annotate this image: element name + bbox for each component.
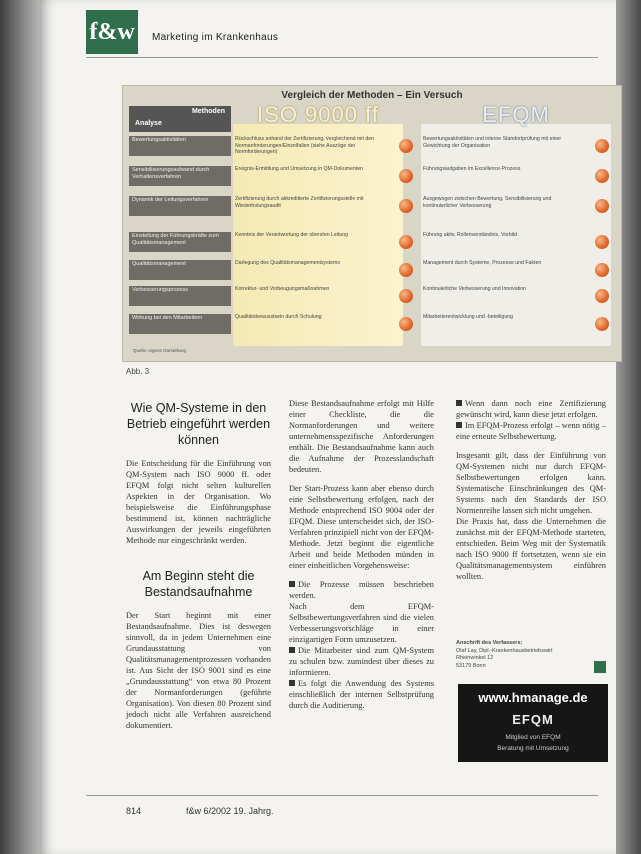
orange-marker-icon [399, 139, 413, 153]
body-paragraph: Die Entscheidung für die Einführung von QM-System nach ISO 9000 ff. oder EFQM folgt nicht selten kulturellen Aspekten in der Organisation. Wo beispielsweise die Einführungsphase bestimmend ist, können nachträgliche Auswirkungen der jeweils eingeführten Methode nur eingeschränkt werden. [126, 459, 271, 545]
figure-footnote: Quelle: eigene Darstellung [133, 348, 187, 353]
row-label: Sensibilisierungsaufwand durch Verhaltensverfahren [129, 166, 231, 186]
body-paragraph: Nach dem EFQM-Selbstbewertungsverfahren sind die vielen Verbesserungsvorschläge in einer einzigartigen Form umzusetzen. [289, 602, 434, 644]
ad-tagline: Mitglied von EFQM [505, 734, 561, 741]
row-iso-text: Ereignis-Ermittlung und Umsetzung in QM-Dokumenten [235, 166, 364, 172]
figure-row [129, 260, 613, 282]
bullet-square-icon [456, 400, 462, 406]
bullet-text: Im EFQM-Prozess erfolgt – wenn nötig – eine erneute Selbstbewertung. [456, 421, 606, 441]
text-column-2 [289, 398, 434, 711]
row-iso-text: Rückschluss anhand der Zertifizierung, vergleichend mit den Normanforderungen/Einzelfallen (siehe Auszüge der Normforderungen) [235, 136, 374, 155]
bullet-item [289, 645, 434, 678]
figure-row [129, 314, 613, 336]
figure-row [129, 166, 613, 188]
section-title: Marketing im Krankenhaus [152, 32, 279, 43]
orange-marker-icon [399, 235, 413, 249]
corner-methods-label: Methoden [191, 108, 225, 115]
row-label: Dynamik der Leitungsverfahren [129, 196, 231, 216]
journal-logo: f&w [86, 10, 138, 54]
bullet-square-icon [289, 680, 295, 686]
body-paragraph: Insgesamt gilt, dass der Einführung von QM-Systemen nicht nur durch EFQM-Selbstbewertungen erfolgen kann. Systematische Einschränkungen des QM-Systems nach den Standards der ISO Normenreihe lassen sich nicht umgehen. [456, 451, 606, 515]
orange-marker-icon [595, 317, 609, 331]
text-column-3 [456, 398, 606, 582]
orange-marker-icon [595, 289, 609, 303]
address-line: Rheinwinkel 12 [456, 655, 494, 661]
comparison-figure [122, 85, 622, 362]
figure-title: Vergleich der Methoden – Ein Versuch [281, 90, 463, 101]
bullet-square-icon [289, 647, 295, 653]
row-label: Einstellung der Führungskräfte zum Qualitätsmanagement [129, 232, 231, 252]
row-label: Verbesserungsprozess [129, 286, 231, 306]
orange-marker-icon [595, 263, 609, 277]
row-label: Wirkung bei den Mitarbeitern [129, 314, 231, 334]
row-iso-text: Korrektur- und Vorbeugungsmaßnahmen [235, 286, 330, 292]
figure-row [129, 136, 613, 158]
bullet-square-icon [289, 581, 295, 587]
orange-marker-icon [399, 289, 413, 303]
book-spine-shadow [0, 0, 40, 854]
figure-corner-cell [129, 106, 231, 132]
address-line: Olaf Lay, Dipl.-Krankenhausbetriebswirt [456, 647, 553, 654]
figure-row [129, 232, 613, 254]
running-header [86, 10, 596, 54]
orange-marker-icon [595, 169, 609, 183]
iso-column-heading: ISO 9000 ff [257, 102, 379, 127]
page-number: 814 [126, 806, 142, 816]
bullet-item [289, 579, 434, 601]
orange-marker-icon [399, 199, 413, 213]
footer-rule [86, 795, 598, 796]
efqm-logo: EFQM [512, 712, 554, 727]
journal-citation: f&w 6/2002 19. Jahrg. [186, 806, 274, 816]
bullet-text: Es folgt die Anwendung des Systems einschließlich der internen Selbstprüfung durch die Auditierung. [289, 679, 434, 710]
row-efqm-text: Bewertungsaktivitäten und interne Standortprüfung mit einer Gewichtung der Organisation [423, 136, 562, 149]
bullet-item [456, 420, 606, 442]
orange-marker-icon [399, 169, 413, 183]
ad-url: www.hmanage.de [478, 690, 588, 705]
row-label: Bewertungsaktivitäten [129, 136, 231, 156]
bullet-item [456, 398, 606, 420]
orange-marker-icon [399, 317, 413, 331]
advertisement [458, 684, 608, 762]
bullet-text: Wenn dann noch eine Zertifizierung gewünscht wird, kann diese jetzt erfolgen. [456, 399, 606, 419]
row-efqm-text: Ausgewogen zwischen Bewertung, Sensibilisierung und kontinuierlicher Verbesserung [423, 196, 552, 209]
efqm-column-heading: EFQM [482, 102, 550, 127]
bullet-item [289, 678, 434, 711]
row-efqm-text: Mitarbeiterentwicklung und -beteiligung [423, 314, 513, 320]
address-line: 53179 Bonn [456, 662, 486, 669]
row-iso-text: Kenntnis der Verantwortung der obersten Leitung [235, 232, 349, 238]
orange-marker-icon [595, 199, 609, 213]
body-paragraph: Die Praxis hat, dass die Unternehmen die zunächst mit der EFQM-Methode starteten, entschieden. Beim Weg mit der Systematik nach ISO 9000 ff fortsetzten, wenn sie ein Qualitätsmanagementsystem einführen wollten. [456, 517, 606, 581]
figure-row [129, 286, 613, 308]
end-mark-icon [594, 661, 606, 673]
author-address [456, 640, 596, 670]
orange-marker-icon [399, 263, 413, 277]
row-efqm-text: Führungsaufgaben im Excellence-Prozess [423, 166, 521, 172]
body-paragraph: Der Start-Prozess kann aber ebenso durch eine Selbstbewertung erfolgen, nach der Methode entsprechend ISO 9004 oder der EFQM. Diese unterscheidet sich, der ISO-Verfahren prinzipiell nicht von der EFQM-Methode. Jetzt beginnt die eigentliche Arbeit und beide Methoden münden in einer einheitlichen Vorgehensweise: [289, 484, 434, 570]
bullet-square-icon [456, 422, 462, 428]
address-title: Anschrift des Verfassers: [456, 640, 523, 646]
row-efqm-text: Management durch Systeme, Prozesse und Fakten [423, 260, 542, 266]
body-paragraph: Der Start beginnt mit einer Bestandsaufnahme. Dies ist deswegen sinnvoll, da in jedem Unternehmen eine Grundausstattung von Qualitätsmanagementprozessen vorhanden ist. Aus Sicht der ISO 9001 sind es eine „Grundausstattung“ von etwa 80 Prozent der Normanforderungen (geführte Organisation). Von diesen 80 Prozent sind jedoch nicht alle Verfahren ausreichend dokumentiert. [126, 611, 271, 730]
bullet-text: Die Mitarbeiter sind zum QM-System zu schulen bzw. zumindest über dieses zu informieren. [289, 646, 434, 677]
row-label: Qualitätsmanagement [129, 260, 231, 280]
row-iso-text: Darlegung des Qualitätsmanagementsystems [235, 260, 340, 266]
text-column-1 [126, 398, 271, 731]
ad-tagline: Beratung mit Umsetzung [497, 745, 569, 752]
figure-caption: Abb. 3 [126, 367, 150, 376]
row-efqm-text: Führung aktiv, Rollenverständnis, Vorbild [423, 232, 517, 238]
row-efqm-text: Kontinuierliche Verbesserung und Innovation [423, 286, 526, 292]
section-heading: Am Beginn steht die Bestandsaufnahme [142, 569, 255, 599]
row-iso-text: Zertifizierung durch akkreditierte Zertifizierungsstelle mit Wiederholungsaudit [235, 196, 364, 209]
row-iso-text: Qualitätsbewusstsein durch Schulung [235, 314, 322, 320]
bullet-text: Die Prozesse müssen beschrieben werden. [289, 580, 434, 600]
section-heading: Wie QM-Systeme in den Betrieb eingeführt werden können [126, 401, 271, 447]
orange-marker-icon [595, 235, 609, 249]
header-rule [86, 57, 598, 58]
body-paragraph: Diese Bestandsaufnahme erfolgt mit Hilfe einer Checkliste, die die Normanforderungen und weitere unternehmensspezifische Anforderungen enthält. Die Bestandsaufnahme kann auch die Aufnahme der Prozesslandschaft bedeuten. [289, 399, 434, 474]
corner-analysis-label: Analyse [135, 120, 162, 127]
orange-marker-icon [595, 139, 609, 153]
figure-row [129, 196, 613, 218]
